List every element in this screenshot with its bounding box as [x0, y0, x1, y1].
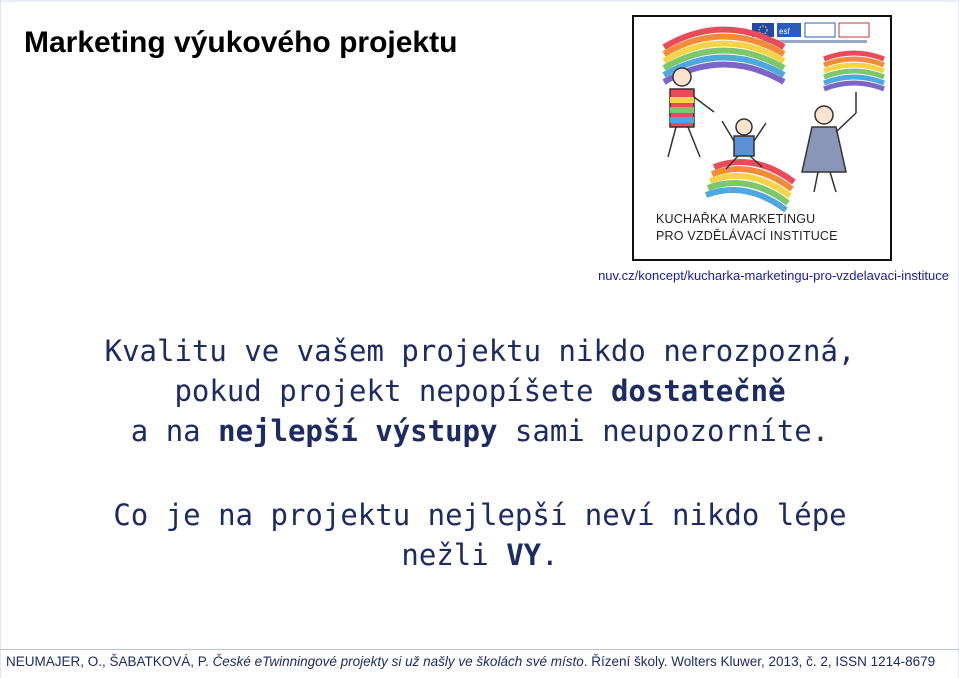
msmt-logo-icon [805, 23, 835, 37]
slide-left-border [0, 0, 1, 678]
book-cover-title [656, 211, 838, 245]
statement-1-line-3-bold: nejlepší výstupy [218, 414, 498, 448]
statement-1-line-2 [40, 371, 920, 411]
slide-title: Marketing výukového projektu [24, 26, 458, 59]
svg-text:esf: esf [779, 27, 790, 36]
statement-2-line-2-bold: VY [506, 538, 542, 572]
statement-2-line-1: Co je na projektu nejlepší neví nikdo lépe [113, 498, 847, 532]
statement-1-line-3-post: sami neupozorníte. [497, 414, 830, 448]
source-link[interactable]: nuv.cz/koncept/kucharka-marketingu-pro-vzdelavaci-instituce [598, 268, 949, 283]
footer-divider [0, 649, 959, 650]
statement-paragraph-1 [40, 331, 920, 451]
rainbow-top-right [824, 53, 884, 113]
slide-top-border [0, 0, 959, 2]
statement-paragraph-2 [40, 495, 920, 575]
statement-1-line-3-pre: a na [130, 414, 219, 448]
footer-citation [6, 654, 956, 669]
rainbow-bottom [706, 162, 794, 210]
book-cover-title-line2: PRO VZDĚLÁVACÍ INSTITUCE [656, 229, 838, 243]
statement-2-line-2 [40, 535, 920, 575]
book-cover-image[interactable] [632, 15, 892, 261]
citation-article-title: České eTwinningové projekty si už našly ve školách své místo [212, 654, 584, 669]
op-logo-icon [839, 23, 869, 37]
statement-1-line-2-text: pokud projekt nepopíšete [174, 374, 611, 408]
statement-1-line-1: Kvalitu ve vašem projektu nikdo nerozpozná, [104, 334, 856, 368]
statement-2-line-2-post: . [541, 538, 559, 572]
statement-1-line-3 [40, 411, 920, 451]
statement-2-line-2-pre: nežli [401, 538, 507, 572]
book-cover-title-line1: KUCHAŘKA MARKETINGU [656, 212, 816, 226]
man-figure-icon [668, 68, 714, 157]
statement-1-line-2-bold: dostatečně [610, 374, 786, 408]
citation-publication: . Řízení školy. Wolters Kluwer, 2013, č. 2, ISSN 1214-8679 [583, 654, 936, 669]
citation-authors: NEUMAJER, O., ŠABATKOVÁ, P. [6, 654, 213, 669]
woman-figure-icon [802, 106, 856, 192]
